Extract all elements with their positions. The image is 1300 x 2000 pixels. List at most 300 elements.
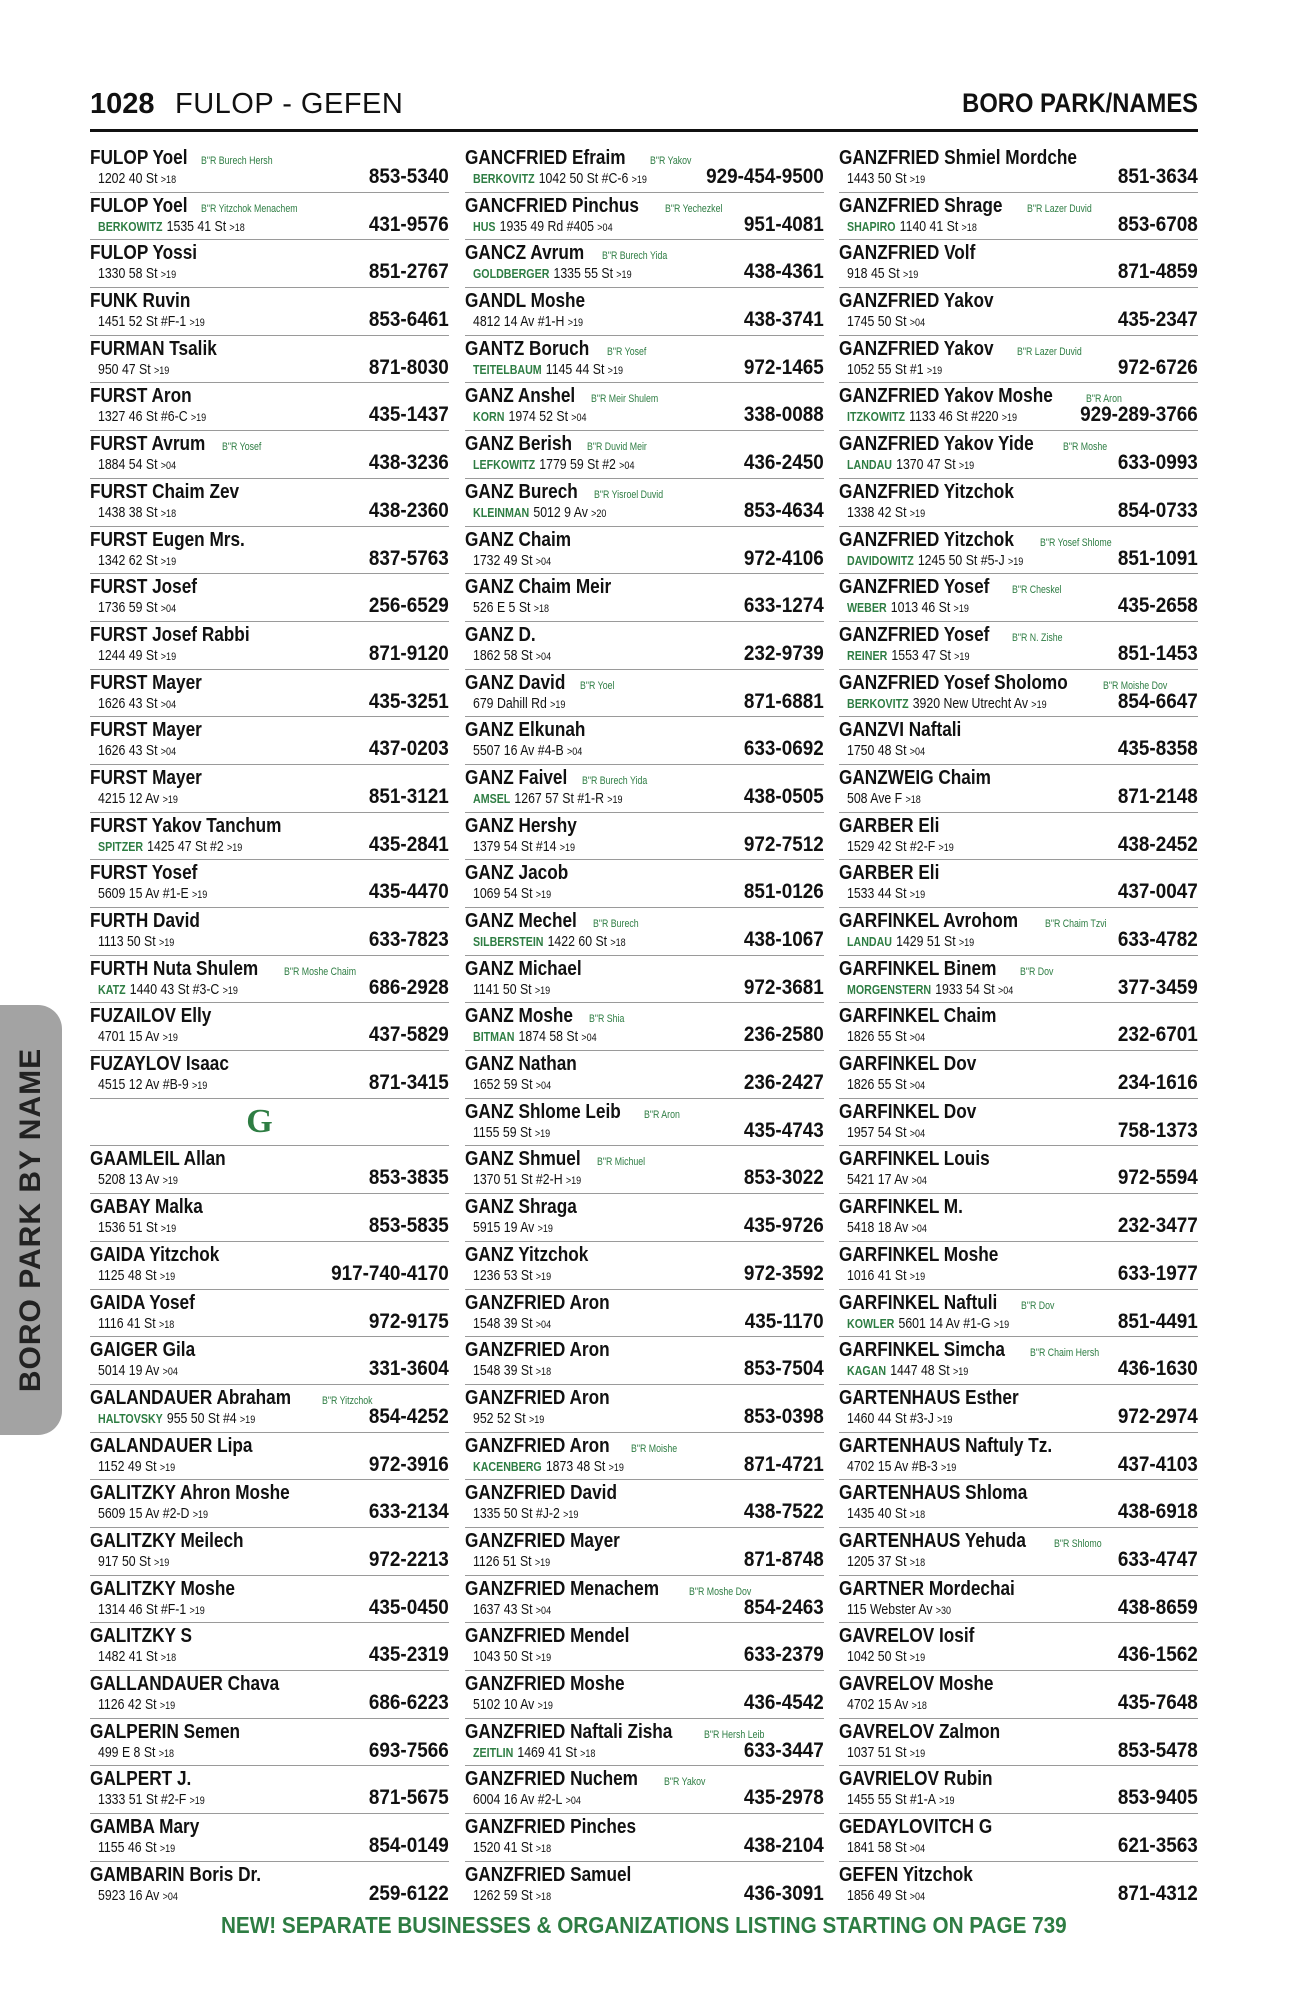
listing-entry xyxy=(839,1480,1198,1528)
address-group xyxy=(847,1124,925,1143)
zip-code: >04 xyxy=(160,460,177,473)
listing-name: GAMBARIN Boris Dr. xyxy=(90,1863,262,1886)
street-address: 1548 39 St xyxy=(473,1314,533,1332)
zip-code: >19 xyxy=(227,841,243,854)
address-line xyxy=(473,313,607,332)
listing-entry xyxy=(465,1242,824,1290)
zip-code: >19 xyxy=(563,1509,579,1522)
street-address: 5421 17 Av xyxy=(847,1171,909,1189)
address-line xyxy=(473,695,586,714)
name-line xyxy=(90,434,271,457)
listing-entry xyxy=(839,1146,1198,1194)
parent-name: B"R Chaim Tzvi xyxy=(1045,918,1107,930)
address-line xyxy=(473,504,636,523)
zip-code: >04 xyxy=(160,746,177,759)
footer-banner xyxy=(90,1912,1198,1939)
listing-entry xyxy=(465,1433,824,1481)
zip-code: >19 xyxy=(608,1461,624,1474)
parent-name: B"R Yakov xyxy=(664,1776,706,1789)
listing-name: GALITZKY Meilech xyxy=(90,1529,244,1552)
name-line xyxy=(90,577,214,599)
phone-number: 972-3592 xyxy=(744,1261,824,1285)
street-address: 5609 15 Av #2-D xyxy=(98,1505,190,1523)
name-line xyxy=(839,1531,1114,1554)
street-address: 1125 48 St xyxy=(98,1266,157,1284)
listing-entry xyxy=(839,336,1198,384)
phone-number: 236-2580 xyxy=(744,1023,824,1047)
parent-name: B"R Lazer Duvid xyxy=(1016,345,1082,358)
zip-code: >04 xyxy=(909,1890,926,1903)
phone-number: 633-7823 xyxy=(369,928,449,951)
address-line xyxy=(98,933,191,952)
name-line xyxy=(839,482,1042,504)
phone-number: 232-6701 xyxy=(1118,1023,1198,1047)
address-group xyxy=(847,1839,925,1858)
address-line xyxy=(473,1028,624,1047)
address-group xyxy=(98,1219,176,1238)
street-address: 115 Webster Av xyxy=(847,1600,933,1618)
name-line xyxy=(465,1436,689,1459)
address-line xyxy=(473,838,597,857)
address-line xyxy=(98,456,193,475)
street-address: 5915 19 Av xyxy=(473,1219,535,1237)
address-group xyxy=(847,1267,925,1286)
name-line xyxy=(465,196,737,219)
address-group xyxy=(98,1315,174,1334)
listing-entry xyxy=(90,860,449,908)
zip-code: >19 xyxy=(534,1127,551,1140)
zip-code: >18 xyxy=(535,1366,552,1379)
name-line xyxy=(90,1579,259,1601)
name-line xyxy=(465,720,605,742)
listing-entry xyxy=(90,1766,449,1814)
street-address: 1548 39 St xyxy=(473,1362,533,1380)
listing-entry xyxy=(90,1528,449,1576)
name-line xyxy=(465,911,650,934)
address-line xyxy=(847,552,1062,571)
listing-entry xyxy=(465,1671,824,1719)
maiden-name: BITMAN xyxy=(473,1029,515,1045)
parent-name: B"R Chaim Hersh xyxy=(1030,1347,1100,1360)
zip-code: >04 xyxy=(911,1175,927,1188)
phone-number: 633-4782 xyxy=(1118,928,1198,951)
page-number: 1028 xyxy=(90,88,155,120)
name-line xyxy=(839,530,1130,553)
street-address: 4812 14 Av #1-H xyxy=(473,313,565,331)
street-address: 1155 59 St xyxy=(473,1123,532,1141)
name-line xyxy=(839,720,981,742)
name-line xyxy=(90,482,263,504)
parent-name: B"R Hersh Leib xyxy=(704,1728,765,1741)
listing-name: FUNK Ruvin xyxy=(90,290,191,313)
listing-name: GARBER Eli xyxy=(839,862,940,885)
address-line xyxy=(98,790,195,809)
listing-entry xyxy=(839,1623,1198,1671)
address-line xyxy=(473,218,643,237)
address-group xyxy=(473,742,582,761)
listing-entry xyxy=(465,1003,824,1051)
listing-entry xyxy=(839,1528,1198,1576)
address-group xyxy=(473,1124,550,1143)
street-address: 5208 13 Av xyxy=(98,1171,160,1189)
address-group xyxy=(98,504,176,523)
address-line xyxy=(98,1458,192,1477)
phone-number: 438-2452 xyxy=(1118,832,1198,856)
name-line xyxy=(90,863,215,885)
zip-code: >19 xyxy=(537,1223,553,1236)
street-address: 5507 16 Av #4-B xyxy=(473,742,564,760)
zip-code: >19 xyxy=(192,1080,208,1093)
street-address: 918 45 St xyxy=(847,265,900,283)
name-line xyxy=(465,1102,689,1125)
listing-name: GANZFRIED Yitzchok xyxy=(839,528,1014,551)
listing-name: GANZFRIED Moshe xyxy=(465,1673,625,1695)
address-group xyxy=(847,1601,951,1620)
listing-entry xyxy=(839,1576,1198,1624)
zip-code: >19 xyxy=(189,1604,205,1617)
address-line xyxy=(473,1887,568,1906)
name-line xyxy=(465,673,623,696)
address-group xyxy=(847,885,925,904)
address-group xyxy=(847,408,1017,427)
address-group xyxy=(98,456,176,475)
street-address: 1042 50 St #C-6 xyxy=(538,170,629,187)
listing-name: GANZFRIED Yosef xyxy=(839,623,990,646)
zip-code: >18 xyxy=(160,174,177,186)
listing-name: GANZFRIED Yakov xyxy=(839,337,994,360)
listing-entry xyxy=(839,622,1198,670)
maiden-name: GOLDBERGER xyxy=(473,266,550,282)
parent-name: B"R Burech Hersh xyxy=(201,155,273,167)
address-line xyxy=(847,1887,942,1906)
address-group xyxy=(473,647,551,666)
listing-entry xyxy=(90,1671,449,1719)
address-group xyxy=(98,790,178,809)
listing-entry xyxy=(90,383,449,431)
maiden-name: ZEITLIN xyxy=(473,1744,514,1760)
address-line xyxy=(847,1791,978,1810)
side-tab xyxy=(0,1005,62,1435)
listing-entry xyxy=(90,336,449,384)
address-line xyxy=(847,933,1002,952)
listing-name: GANCFRIED Pinchus xyxy=(465,194,639,217)
address-line xyxy=(98,599,193,618)
zip-code: >19 xyxy=(160,555,177,568)
maiden-name: KOWLER xyxy=(847,1315,895,1331)
phone-number: 871-4859 xyxy=(1118,260,1198,284)
address-group xyxy=(473,456,634,475)
street-address: 1529 42 St #2-F xyxy=(847,837,936,855)
street-address: 1205 37 St xyxy=(847,1552,907,1570)
listing-name: GARFINKEL Simcha xyxy=(839,1339,1005,1362)
zip-code: >04 xyxy=(160,603,177,616)
listing-name: GARFINKEL Dov xyxy=(839,1100,977,1123)
phone-number: 972-9175 xyxy=(369,1309,449,1333)
listing-name: GANZFRIED Yakov Moshe xyxy=(839,385,1053,408)
listing-name: GAVRELOV Moshe xyxy=(839,1673,994,1695)
address-group xyxy=(98,695,176,714)
name-line xyxy=(465,863,585,885)
listing-name: GAIDA Yitzchok xyxy=(90,1243,220,1266)
street-address: 1935 49 Rd #405 xyxy=(499,217,595,235)
address-group xyxy=(473,218,613,237)
street-address: 917 50 St xyxy=(98,1552,151,1570)
address-group xyxy=(473,1601,551,1620)
street-address: 1145 44 St xyxy=(545,360,605,378)
address-line xyxy=(98,170,193,189)
listing-name: GARTENHAUS Esther xyxy=(839,1386,1019,1409)
listing-entry xyxy=(465,479,824,527)
name-line xyxy=(90,1436,279,1458)
street-address: 1333 51 St #2-F xyxy=(98,1791,187,1809)
address-group xyxy=(473,885,551,904)
zip-code: >19 xyxy=(1031,698,1047,711)
zip-code: >19 xyxy=(222,984,238,997)
zip-code: >04 xyxy=(160,698,177,711)
zip-code: >19 xyxy=(938,841,954,854)
listing-entry xyxy=(90,1003,449,1051)
phone-number: 331-3604 xyxy=(369,1357,449,1381)
listing-name: FURTH Nuta Shulem xyxy=(90,957,259,980)
zip-code: >04 xyxy=(619,460,635,473)
address-line xyxy=(473,1648,568,1667)
zip-code: >19 xyxy=(159,1461,176,1474)
name-line xyxy=(839,1579,1043,1601)
listing-entry xyxy=(90,240,449,288)
phone-number: 436-3091 xyxy=(744,1881,824,1905)
address-group xyxy=(847,1171,927,1190)
name-line xyxy=(839,1722,1026,1744)
address-group xyxy=(847,1887,925,1906)
maiden-name: SHAPIRO xyxy=(847,218,896,234)
zip-code: >19 xyxy=(239,1413,256,1426)
listing-entry xyxy=(90,670,449,718)
address-group xyxy=(847,742,925,761)
phone-number: 436-2450 xyxy=(744,451,824,475)
address-group xyxy=(98,1887,178,1906)
listing-entry xyxy=(465,336,824,384)
zip-code: >19 xyxy=(535,1652,552,1665)
listing-entry xyxy=(465,288,824,336)
address-line xyxy=(473,933,659,952)
phone-number: 972-4106 xyxy=(744,546,824,570)
listing-entry xyxy=(465,1146,824,1194)
zip-code: >30 xyxy=(935,1604,952,1617)
zip-code: >19 xyxy=(159,1843,176,1856)
zip-code: >04 xyxy=(911,1223,927,1236)
name-line xyxy=(465,291,605,313)
name-line xyxy=(839,959,1062,982)
address-line xyxy=(847,1458,980,1477)
listing-entry xyxy=(465,1385,824,1433)
street-address: 1425 47 St #2 xyxy=(147,837,224,855)
zip-code: >04 xyxy=(565,1795,581,1808)
parent-name: B"R Yisroel Duvid xyxy=(594,488,664,501)
zip-code: >19 xyxy=(158,937,175,949)
address-line xyxy=(847,1601,974,1620)
name-line xyxy=(839,625,1075,648)
parent-name: B"R Moshe xyxy=(1063,441,1108,454)
address-line xyxy=(473,1315,568,1334)
address-line xyxy=(847,1267,942,1286)
address-group xyxy=(473,1410,544,1429)
listing-entry xyxy=(465,1576,824,1624)
listing-name: GANZ Elkunah xyxy=(465,719,586,742)
address-group xyxy=(473,552,551,571)
address-group xyxy=(847,313,925,332)
phone-number: 851-3121 xyxy=(369,784,449,808)
name-line xyxy=(839,1102,999,1124)
address-line xyxy=(98,838,274,857)
name-line xyxy=(839,1674,1019,1696)
phone-number: 854-2463 xyxy=(744,1595,824,1619)
listing-entry xyxy=(90,1623,449,1671)
address-group xyxy=(98,1601,205,1620)
name-line xyxy=(465,1531,645,1553)
parent-name: B"R Yitzchok xyxy=(321,1394,373,1407)
name-line xyxy=(90,386,208,408)
name-line xyxy=(839,1293,1063,1316)
address-line xyxy=(847,1744,942,1763)
address-group xyxy=(473,1362,551,1381)
listing-name: GALPERT J. xyxy=(90,1768,192,1791)
listing-entry xyxy=(839,956,1198,1004)
zip-code: >19 xyxy=(162,793,178,806)
listing-name: GANZ D. xyxy=(465,623,536,646)
address-line xyxy=(847,265,934,284)
street-address: 6004 16 Av #2-L xyxy=(473,1791,563,1809)
address-group xyxy=(98,1791,205,1810)
street-address: 1370 51 St #2-H xyxy=(473,1171,563,1189)
listing-entry xyxy=(90,145,449,193)
address-line xyxy=(473,1362,568,1381)
listing-entry xyxy=(90,288,449,336)
address-group xyxy=(847,1315,1009,1334)
name-line xyxy=(90,1483,322,1505)
listing-name: GAIGER Gila xyxy=(90,1339,196,1362)
listing-name: GANZ Moshe xyxy=(465,1005,573,1028)
zip-code: >18 xyxy=(229,221,245,234)
address-line xyxy=(98,1648,193,1667)
directory-title: BORO PARK/NAMES xyxy=(962,88,1198,118)
phone-number: 853-3022 xyxy=(744,1166,824,1190)
zip-code: >04 xyxy=(997,984,1014,997)
phone-number: 633-1977 xyxy=(1118,1261,1198,1285)
address-group xyxy=(98,1171,178,1190)
street-address: 1826 55 St xyxy=(847,1028,907,1046)
zip-code: >18 xyxy=(158,1318,175,1331)
street-address: 1957 54 St xyxy=(847,1123,907,1141)
listing-entry xyxy=(839,193,1198,241)
maiden-name: KLEINMAN xyxy=(473,504,530,520)
listing-name: GARFINKEL Dov xyxy=(839,1053,977,1076)
name-line xyxy=(465,1149,658,1172)
address-line xyxy=(847,599,996,618)
address-line xyxy=(473,1696,570,1715)
listing-entry xyxy=(839,1099,1198,1147)
phone-number: 438-2360 xyxy=(369,498,449,522)
listing-name: GARTENHAUS Yehuda xyxy=(839,1529,1027,1552)
name-line xyxy=(90,911,218,933)
listing-name: GARFINKEL Moshe xyxy=(839,1243,999,1266)
street-address: 526 E 5 St xyxy=(473,599,531,617)
listing-name: GANZ Yitzchok xyxy=(465,1243,589,1266)
listing-name: FULOP Yoel xyxy=(90,194,188,217)
address-line xyxy=(847,838,977,857)
address-line xyxy=(847,361,963,380)
phone-number: 436-1562 xyxy=(1118,1643,1198,1667)
parent-name: B"R Yitzchok Menachem xyxy=(201,202,298,215)
name-line xyxy=(839,1436,1087,1458)
zip-code: >18 xyxy=(909,1556,926,1569)
listing-name: GALITZKY Moshe xyxy=(90,1577,235,1600)
address-group xyxy=(98,1648,176,1667)
address-line xyxy=(847,1648,942,1667)
name-line xyxy=(90,959,374,982)
name-line xyxy=(90,1388,385,1411)
phone-number: 851-2767 xyxy=(369,260,449,284)
phone-number: 686-2928 xyxy=(369,975,449,999)
street-address: 499 E 8 St xyxy=(98,1743,156,1761)
street-address: 1155 46 St xyxy=(98,1839,157,1857)
street-address: 1314 46 St #F-1 xyxy=(98,1600,187,1618)
name-line xyxy=(465,243,683,266)
listing-entry xyxy=(90,1337,449,1385)
listing-entry xyxy=(90,1194,449,1242)
street-address: 1435 40 St xyxy=(847,1505,907,1523)
listing-entry xyxy=(465,956,824,1004)
street-address: 1335 50 St #J-2 xyxy=(473,1505,560,1523)
maiden-name: WEBER xyxy=(847,600,887,616)
listing-entry xyxy=(839,383,1198,431)
listing-entry xyxy=(90,527,449,575)
street-address: 5418 18 Av xyxy=(847,1219,909,1237)
address-line xyxy=(847,981,1050,1000)
listing-name: FURST Mayer xyxy=(90,719,202,742)
phone-number: 621-3563 xyxy=(1118,1834,1198,1858)
phone-number: 917-740-4170 xyxy=(331,1261,449,1285)
listing-name: GANZ Jacob xyxy=(465,862,569,885)
address-line xyxy=(98,1362,195,1381)
name-line xyxy=(465,339,657,362)
address-line xyxy=(847,218,1005,237)
listing-entry xyxy=(465,1862,824,1910)
listing-name: GANZFRIED Mendel xyxy=(465,1625,630,1648)
street-address: 5923 16 Av xyxy=(98,1886,160,1904)
address-line xyxy=(98,1171,195,1190)
listing-entry xyxy=(839,1814,1198,1862)
zip-code: >19 xyxy=(1001,412,1018,425)
phone-number: 929-454-9500 xyxy=(706,165,824,188)
street-address: 1736 59 St xyxy=(98,599,158,617)
street-address: 4702 15 Av #B-3 xyxy=(847,1457,938,1475)
phone-number: 437-0047 xyxy=(1118,880,1198,904)
listing-entry xyxy=(839,1290,1198,1338)
address-line xyxy=(473,885,568,904)
listing-name: GANZFRIED Yosef Sholomo xyxy=(839,671,1068,694)
name-line xyxy=(465,482,681,505)
phone-number: 972-3681 xyxy=(744,975,824,999)
listing-entry xyxy=(465,622,824,670)
zip-code: >19 xyxy=(909,1747,926,1760)
phone-number: 871-5675 xyxy=(369,1786,449,1810)
zip-code: >19 xyxy=(192,1509,209,1522)
phone-number: 871-4721 xyxy=(744,1452,824,1476)
address-group xyxy=(98,742,176,761)
listing-name: GANDL Moshe xyxy=(465,290,586,313)
name-line xyxy=(839,768,1016,790)
listing-name: GANCFRIED Efraim xyxy=(465,147,626,169)
